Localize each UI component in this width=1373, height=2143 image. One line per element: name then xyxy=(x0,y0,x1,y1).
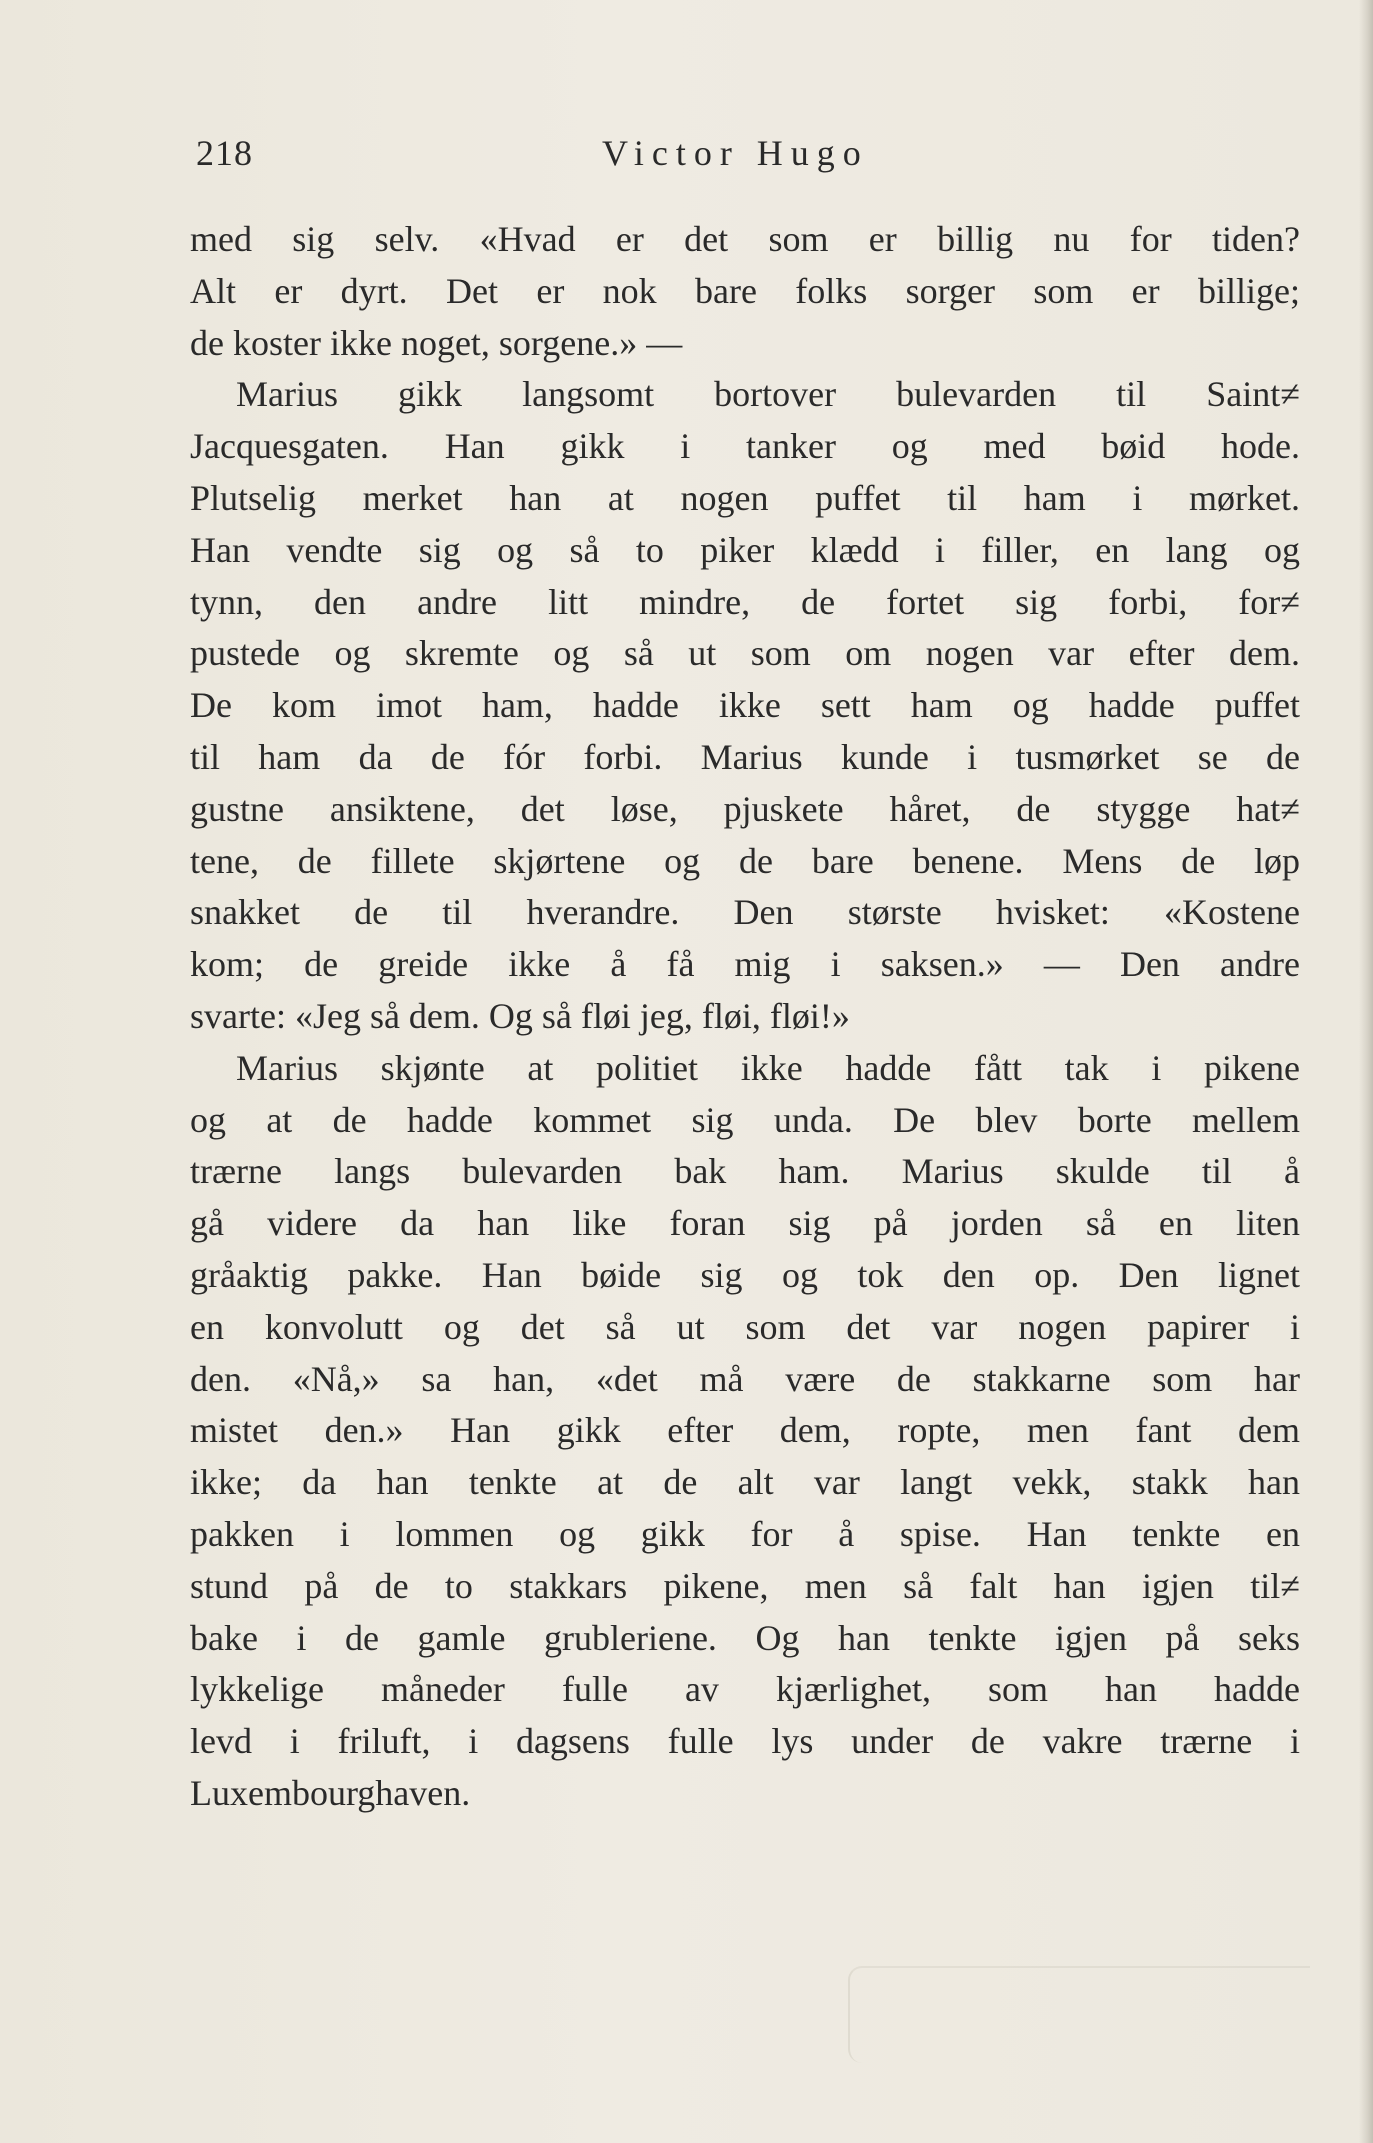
text-line: med sig selv. «Hvad er det som er billig nu for tiden? xyxy=(190,219,1300,259)
running-title: Victor Hugo xyxy=(602,133,869,173)
text-line: til ham da de fór forbi. Marius kunde i tusmørket se de xyxy=(190,736,1300,777)
text-line: Marius gikk langsomt bortover bulevarden til Saint≠ xyxy=(236,374,1300,415)
text-line: gå videre da han like foran sig på jorden så en liten xyxy=(190,1203,1300,1244)
text-line: levd i friluft, i dagsens fulle lys under de vakre trærne i xyxy=(190,1721,1300,1762)
text-line: trærne langs bulevarden bak ham. Marius skulde til å xyxy=(190,1151,1300,1192)
text-line: tynn, den andre litt mindre, de fortet sig forbi, for≠ xyxy=(190,581,1300,622)
text-line: bake i de gamle grubleriene. Og han tenkte igjen på seks xyxy=(190,1617,1300,1658)
paper-bleed-mark xyxy=(848,1966,1310,2063)
text-line: kom; de greide ikke å få mig i saksen.» — Den andre xyxy=(190,944,1300,985)
text-line: Alt er dyrt. Det er nok bare folks sorger som er billige; xyxy=(190,270,1300,311)
text-line: stund på de to stakkars pikene, men så falt han igjen til≠ xyxy=(190,1565,1300,1606)
text-line: Plutselig merket han at nogen puffet til ham i mørket. xyxy=(190,477,1300,518)
text-line: ikke; da han tenkte at de alt var langt vekk, stakk han xyxy=(190,1462,1300,1503)
text-line: Luxembourghaven. xyxy=(190,1772,471,1813)
text-line: en konvolutt og det så ut som det var nogen papirer i xyxy=(190,1306,1300,1347)
text-line: den. «Nå,» sa han, «det må være de stakkarne som har xyxy=(190,1358,1300,1399)
page-edge-shadow xyxy=(1359,0,1373,2143)
text-line: De kom imot ham, hadde ikke sett ham og hadde puffet xyxy=(190,685,1300,726)
text-line: Han vendte sig og så to piker klædd i filler, en lang og xyxy=(190,529,1300,570)
text-line: snakket de til hverandre. Den største hvisket: «Kostene xyxy=(190,892,1300,933)
page-number: 218 xyxy=(196,133,253,173)
text-line: de koster ikke noget, sorgene.» — xyxy=(190,322,683,363)
text-line: tene, de fillete skjørtene og de bare benene. Mens de løp xyxy=(190,840,1300,881)
text-line: Jacquesgaten. Han gikk i tanker og med bøid hode. xyxy=(190,426,1300,467)
text-line: svarte: «Jeg så dem. Og så fløi jeg, fløi, fløi!» xyxy=(190,995,850,1036)
text-line: og at de hadde kommet sig unda. De blev borte mellem xyxy=(190,1099,1300,1140)
text-line: gråaktig pakke. Han bøide sig og tok den op. Den lignet xyxy=(190,1254,1300,1295)
body-text xyxy=(190,214,1300,1820)
text-line: lykkelige måneder fulle av kjærlighet, som han hadde xyxy=(190,1669,1300,1710)
page-header xyxy=(196,132,1306,182)
text-line: Marius skjønte at politiet ikke hadde fått tak i pikene xyxy=(236,1047,1300,1088)
text-line: pakken i lommen og gikk for å spise. Han tenkte en xyxy=(190,1513,1300,1554)
text-line: pustede og skremte og så ut som om nogen var efter dem. xyxy=(190,633,1300,674)
text-line: gustne ansiktene, det løse, pjuskete håret, de stygge hat≠ xyxy=(190,788,1300,829)
text-line: mistet den.» Han gikk efter dem, ropte, men fant dem xyxy=(190,1410,1300,1451)
